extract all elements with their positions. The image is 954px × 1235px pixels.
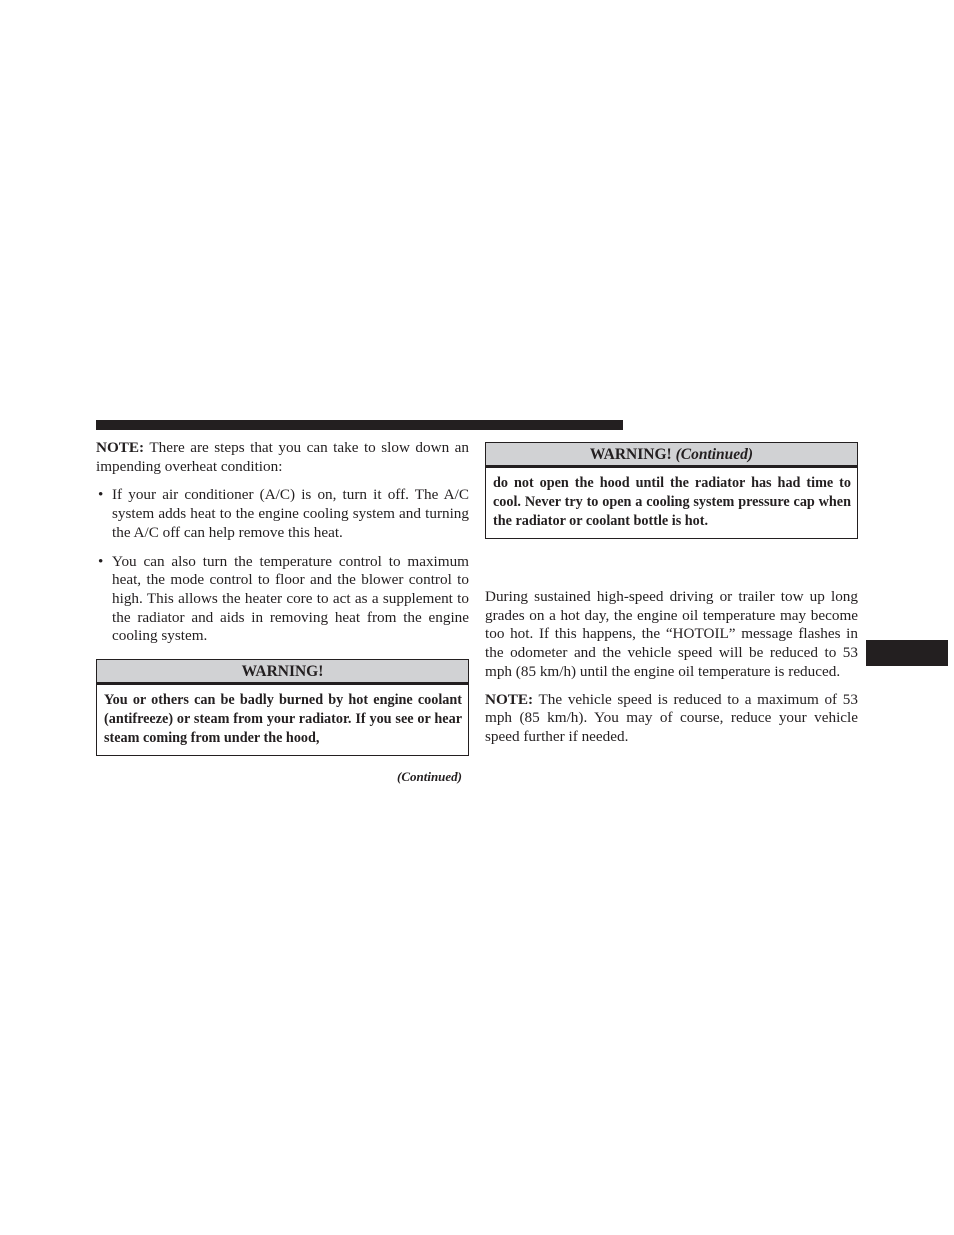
note-overheat [96, 439, 469, 476]
note-speed [485, 691, 858, 747]
warning-body: You or others can be badly burned by hot engine coolant (antifreeze) or steam from your radiator. If you see or hear steam coming from under the hood, [104, 692, 462, 746]
warning-body: do not open the hood until the radiator has had time to cool. Never try to open a cooling system pressure cap when the radiator or coolant bottle is hot. [493, 475, 851, 529]
warning-title-text: WARNING! [589, 446, 672, 463]
header-rule [96, 420, 623, 430]
note-label: NOTE: [96, 439, 145, 456]
list-item-text: If your air conditioner (A/C) is on, turn it off. The A/C system adds heat to the engine cooling system and turning the A/C off can help remove this heat. [112, 486, 469, 541]
warning-box-hot-coolant [96, 659, 469, 756]
note-text: The vehicle speed is reduced to a maximum of 53 mph (85 km/h). You may of course, reduce your vehicle speed further if needed. [485, 690, 858, 745]
overheat-steps-list [96, 486, 469, 646]
warning-title-continued: (Continued) [675, 446, 754, 463]
list-item [96, 486, 469, 542]
warning-title [486, 443, 857, 468]
bullet-icon: • [98, 552, 104, 570]
right-column [485, 442, 858, 539]
continued-label: (Continued) [396, 769, 462, 784]
list-item-text: You can also turn the temperature control to maximum heat, the mode control to floor and the blower control to high. This allows the heater core to act as a supplement to the radiator and aids in removing heat from the engine cooling system. [112, 552, 469, 645]
warning-title [97, 660, 468, 685]
warning-title-text: WARNING! [241, 663, 324, 680]
left-column [96, 439, 469, 656]
note-label: NOTE: [485, 690, 534, 708]
list-item [96, 553, 469, 647]
hotoil-section [485, 588, 858, 747]
warning-box-continued [485, 442, 858, 539]
note-text: There are steps that you can take to slow down an impending overheat condition: [96, 439, 469, 475]
section-tab [866, 640, 948, 666]
bullet-icon: • [98, 486, 104, 504]
hotoil-paragraph: During sustained high-speed driving or trailer tow up long grades on a hot day, the engine oil temperature may become too hot. If this happens, the “HOTOIL” message flashes in the odometer and the vehicle speed will be reduced to 53 mph (85 km/h) until the engine oil temperature is reduced. [485, 588, 858, 680]
